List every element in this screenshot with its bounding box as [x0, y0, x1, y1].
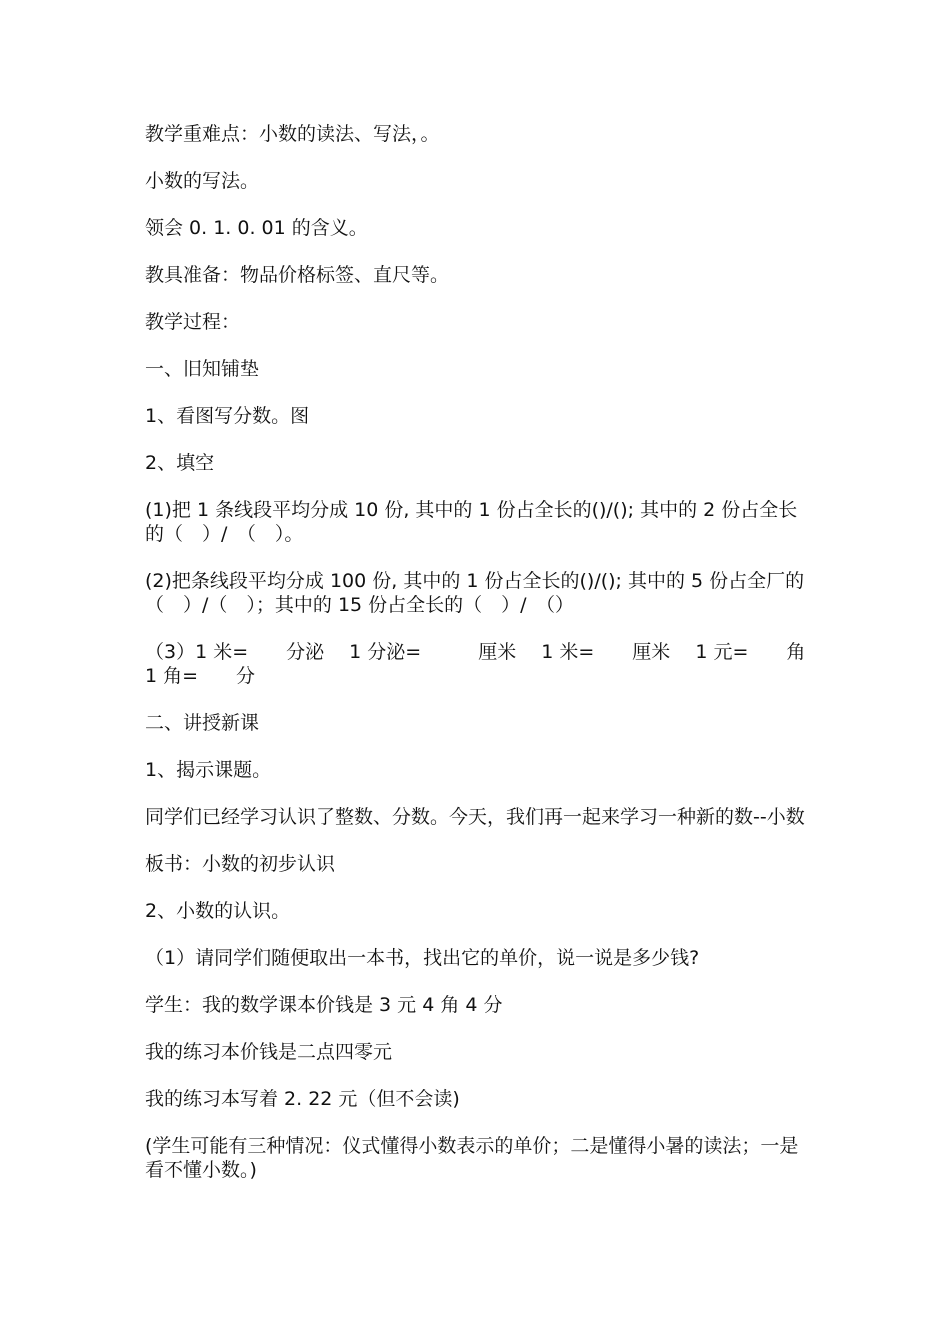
exercise-item-1: (1)把 1 条线段平均分成 10 份, 其中的 1 份占全长的()/(); 其中的 2 份占全长的（ ）/ （ ）。 — [145, 499, 798, 545]
paragraph-question: （1）请同学们随便取出一本书，找出它的单价，说一说是多少钱? — [145, 947, 700, 969]
paragraph-decimal-recognition: 2、小数的认识。 — [145, 900, 291, 922]
section-heading-new-lesson: 二、讲授新课 — [145, 712, 260, 734]
paragraph-note: (学生可能有三种情况：仪式懂得小数表示的单价；二是懂得小暑的读法；一是看不懂小数。) — [145, 1135, 799, 1181]
paragraph-writing: 小数的写法。 — [145, 170, 260, 192]
paragraph-board-writing: 板书：小数的初步认识 — [145, 853, 336, 875]
paragraph-student-answer-1: 学生：我的数学课本价钱是 3 元 4 角 4 分 — [145, 994, 503, 1016]
exercise-item-2: (2)把条线段平均分成 100 份, 其中的 1 份占全长的()/(); 其中的 5 份占全厂的（ ）/（ ）；其中的 15 份占全长的（ ）/ （） — [145, 570, 805, 616]
paragraph-fill-blank: 2、填空 — [145, 452, 215, 474]
paragraph-meaning: 领会 0. 1. 0. 01 的含义。 — [145, 217, 368, 239]
paragraph-process-heading: 教学过程： — [145, 311, 241, 333]
paragraph-student-answer-2: 我的练习本价钱是二点四零元 — [145, 1041, 393, 1063]
document-body — [145, 122, 831, 1205]
paragraph-reveal-topic: 1、揭示课题。 — [145, 759, 272, 781]
paragraph-key-points: 教学重难点：小数的读法、写法，。 — [145, 123, 440, 145]
paragraph-student-answer-3: 我的练习本写着 2. 22 元（但不会读) — [145, 1088, 460, 1110]
exercise-item-3: （3）1 米= 分泌 1 分泌= 厘米 1 米= 厘米 1 元= 角 1 角= 分 — [145, 641, 831, 687]
paragraph-write-fractions: 1、看图写分数。图 — [145, 405, 310, 427]
section-heading-review: 一、旧知铺垫 — [145, 358, 260, 380]
paragraph-introduction: 同学们已经学习认识了整数、分数。今天，我们再一起来学习一种新的数--小数 — [145, 806, 805, 828]
paragraph-teaching-aids: 教具准备：物品价格标签、直尺等。 — [145, 264, 450, 286]
